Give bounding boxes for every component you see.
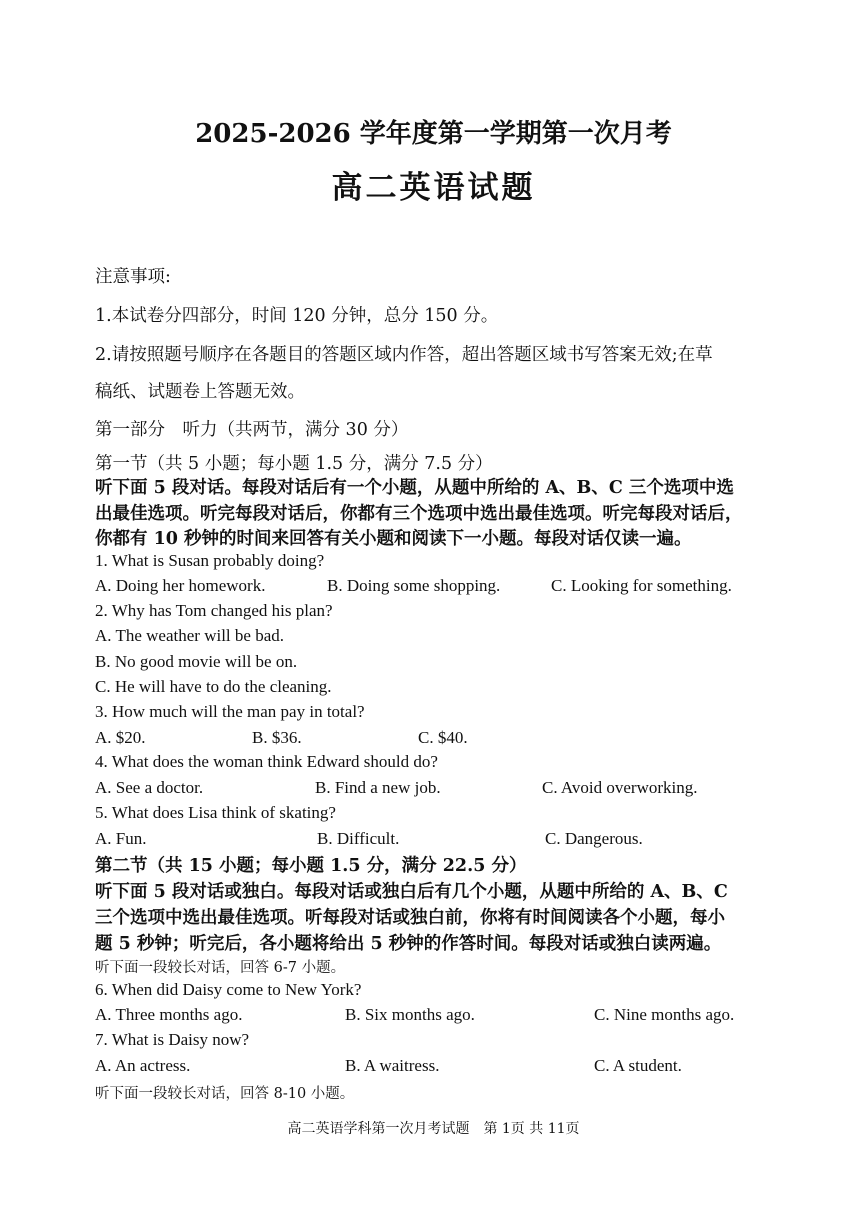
part1-heading: 第一部分 听力（共两节，满分 30 分） xyxy=(95,420,409,440)
option-a: A. Fun. xyxy=(95,829,147,848)
option-c: C. Dangerous. xyxy=(545,829,643,848)
question-stem: 1. What is Susan probably doing? xyxy=(95,551,325,570)
section2-instruction-line-3: 题 5 秒钟；听完后，各小题将给出 5 秒钟的作答时间。每段对话或独白读两遍。 xyxy=(95,934,722,954)
page-footer: 高二英语学科第一次月考试题 第 1页 共 11页 xyxy=(287,1121,580,1137)
notes-heading: 注意事项: xyxy=(95,267,171,287)
section2-instruction-line-2: 三个选项中选出最佳选项。听每段对话或独白前，你将有时间阅读各个小题，每小 xyxy=(95,908,725,928)
notes-item-2-line-1: 2.请按照题号顺序在各题目的答题区域内作答，超出答题区域书写答案无效;在草 xyxy=(95,345,713,365)
question-stem: 7. What is Daisy now? xyxy=(95,1030,250,1049)
section2-heading: 第二节（共 15 小题；每小题 1.5 分，满分 22.5 分） xyxy=(95,856,527,876)
notes-item-2-line-2: 稿纸、试题卷上答题无效。 xyxy=(95,382,305,402)
option-a: A. Three months ago. xyxy=(95,1005,243,1024)
option-c: C. Avoid overworking. xyxy=(542,778,698,797)
option-b: B. Doing some shopping. xyxy=(327,576,501,595)
section1-heading: 第一节（共 5 小题；每小题 1.5 分，满分 7.5 分） xyxy=(95,454,493,474)
dialogue-hint-8-10: 听下面一段较长对话，回答 8-10 小题。 xyxy=(95,1086,355,1102)
section1-instruction-line-1: 听下面 5 段对话。每段对话后有一个小题，从题中所给的 A、B、C 三个选项中选 xyxy=(95,478,734,498)
exam-title: 2025-2026 学年度第一学期第一次月考 xyxy=(195,119,672,149)
option-a: A. Doing her homework. xyxy=(95,576,266,595)
option-b: B. Find a new job. xyxy=(315,778,441,797)
option-c: C. Nine months ago. xyxy=(594,1005,735,1024)
option-c: C. Looking for something. xyxy=(551,576,732,595)
option-c: C. He will have to do the cleaning. xyxy=(95,677,332,696)
notes-item-1: 1.本试卷分四部分，时间 120 分钟，总分 150 分。 xyxy=(95,306,499,326)
option-b: B. A waitress. xyxy=(345,1056,440,1075)
section2-instruction-line-1: 听下面 5 段对话或独白。每段对话或独白后有几个小题，从题中所给的 A、B、C xyxy=(95,882,728,902)
question-stem: 2. Why has Tom changed his plan? xyxy=(95,601,333,620)
option-a: A. An actress. xyxy=(95,1056,191,1075)
option-a: A. See a doctor. xyxy=(95,778,204,797)
section1-instruction-line-2: 出最佳选项。听完每段对话后，你都有三个选项中选出最佳选项。听完每段对话后， xyxy=(95,504,743,524)
option-b: B. $36. xyxy=(252,728,302,747)
option-c: C. A student. xyxy=(594,1056,682,1075)
option-b: B. No good movie will be on. xyxy=(95,652,298,671)
option-a: A. The weather will be bad. xyxy=(95,626,284,645)
question-stem: 6. When did Daisy come to New York? xyxy=(95,980,362,999)
question-stem: 5. What does Lisa think of skating? xyxy=(95,803,336,822)
option-c: C. $40. xyxy=(418,728,468,747)
exam-subtitle: 高二英语试题 xyxy=(331,170,536,206)
option-a: A. $20. xyxy=(95,728,146,747)
dialogue-hint-6-7: 听下面一段较长对话，回答 6-7 小题。 xyxy=(95,960,346,976)
section1-instruction-line-3: 你都有 10 秒钟的时间来回答有关小题和阅读下一小题。每段对话仅读一遍。 xyxy=(95,529,692,549)
option-b: B. Six months ago. xyxy=(345,1005,475,1024)
question-stem: 4. What does the woman think Edward should do? xyxy=(95,752,438,771)
question-stem: 3. How much will the man pay in total? xyxy=(95,702,365,721)
option-b: B. Difficult. xyxy=(317,829,400,848)
